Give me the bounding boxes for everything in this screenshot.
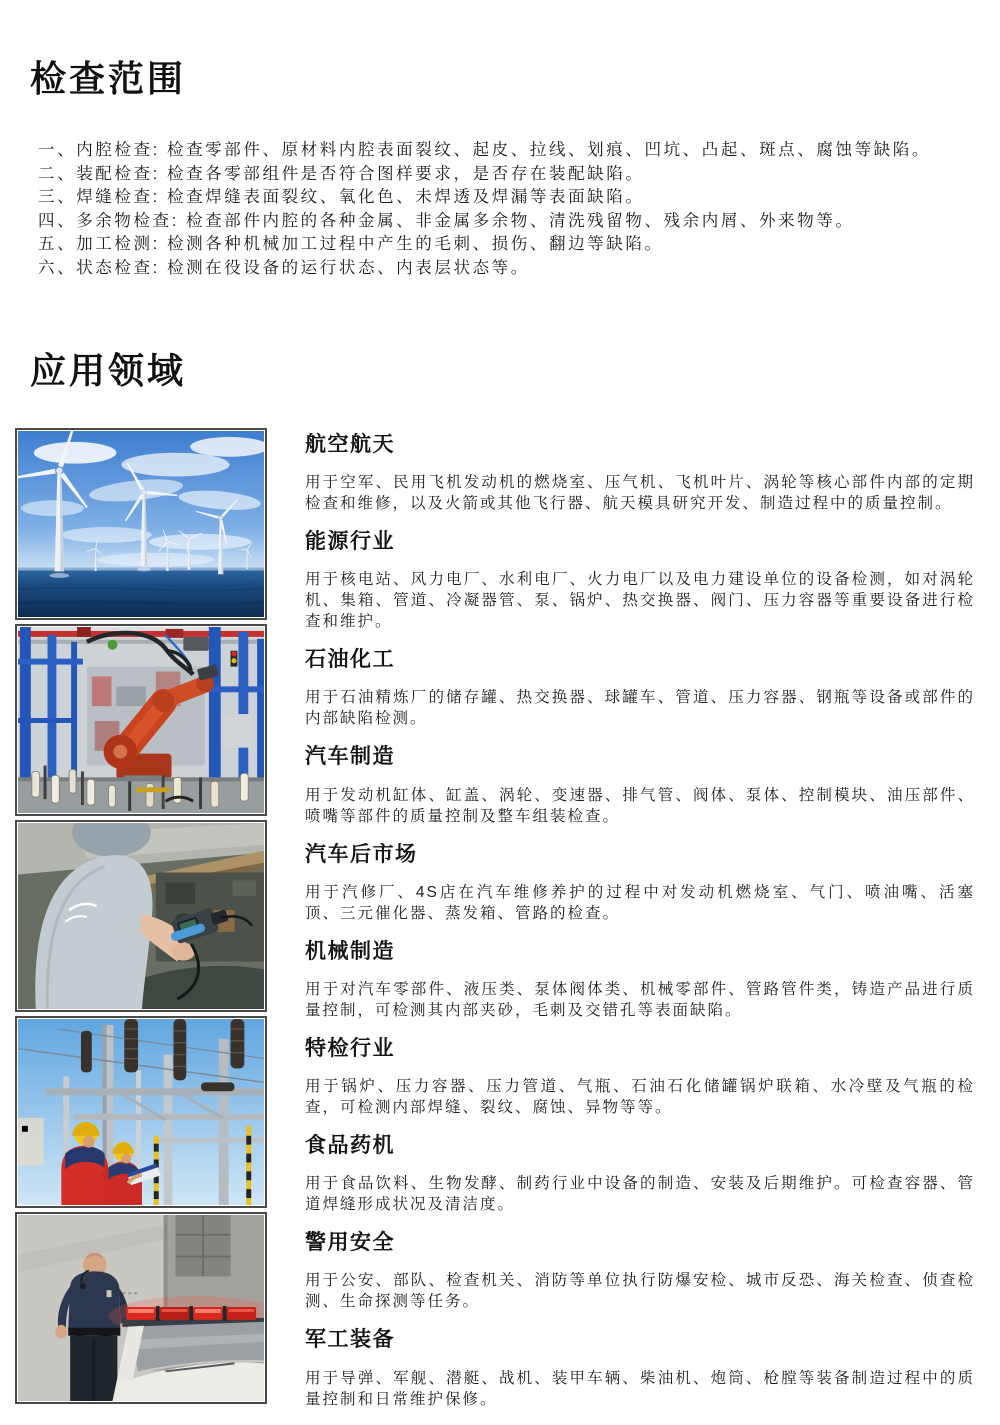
app-text: 用于食品饮料、生物发酵、制药行业中设备的制造、安装及后期维护。可检查容器、管道焊缝形成状况及清洁度。	[305, 1175, 975, 1214]
app-text: 用于汽修厂、4S店在汽车维修养护的过程中对发动机燃烧室、气门、喷油嘴、活塞顶、三元催化器、蒸发箱、管路的检查。	[305, 883, 975, 922]
app-text: 用于石油精炼厂的储存罐、热交换器、球罐车、管道、压力容器、钢瓶等设备或部件的内部缺陷检测。	[305, 689, 975, 728]
app-text: 用于核电站、风力电厂、水利电厂、火力电厂以及电力建设单位的设备检测，如对涡轮机、集箱、管道、冷凝器管、泵、锅炉、热交换器、阀门、压力容器等重要设备进行检查和维护。	[305, 571, 975, 631]
app-section-police-security	[305, 1230, 975, 1312]
substation-illustration	[18, 1019, 264, 1205]
app-section-auto-aftermarket	[305, 842, 975, 924]
app-heading: 警用安全	[305, 1231, 395, 1255]
robot-arm-illustration	[18, 627, 264, 813]
app-heading: 汽车后市场	[305, 842, 418, 866]
substation-workers-photo	[15, 1016, 267, 1208]
app-section-petrochemical	[305, 647, 975, 729]
app-heading: 航空航天	[305, 432, 395, 456]
police-officer-patrol-car-photo	[15, 1212, 267, 1404]
scope-item-5: 五、加工检测: 检测各种机械加工过程中产生的毛刺、损伤、翻边等缺陷。	[38, 235, 664, 254]
scope-item-4: 四、多余物检查: 检查部件内腔的各种金属、非金属多余物、清洗残留物、残余内屑、外来物等。	[38, 211, 855, 230]
inspection-scope-list	[38, 139, 975, 280]
app-heading: 石油化工	[305, 648, 395, 672]
offshore-wind-turbines-photo	[15, 428, 267, 620]
app-section-auto-manufacturing	[305, 744, 975, 826]
app-section-machinery	[305, 939, 975, 1021]
photo-column	[15, 428, 267, 1404]
police-illustration	[18, 1215, 264, 1401]
borescope-engine-inspection-photo	[15, 820, 267, 1012]
app-text: 用于空军、民用飞机发动机的燃烧室、压气机、飞机叶片、涡轮等核心部件内部的定期检查和维修，以及火箭或其他飞行器、航天模具研究开发、制造过程中的质量控制。	[305, 473, 975, 512]
application-fields-title: 应用领域	[30, 350, 187, 392]
borescope-inspection-illustration	[18, 823, 264, 1009]
app-heading: 食品药机	[305, 1134, 395, 1158]
app-section-food-pharma	[305, 1133, 975, 1215]
app-section-aerospace	[305, 432, 975, 514]
factory-robot-arm-photo	[15, 624, 267, 816]
inspection-scope-title: 检查范围	[30, 58, 187, 99]
scope-item-1: 一、内腔检查: 检查零部件、原材料内腔表面裂纹、起皮、拉线、划痕、凹坑、凸起、斑点、腐蚀等缺陷。	[38, 141, 931, 160]
scope-item-3: 三、焊缝检查: 检查焊缝表面裂纹、氧化色、未焊透及焊漏等表面缺陷。	[38, 188, 645, 207]
app-text: 用于对汽车零部件、液压类、泵体阀体类、机械零部件、管路管件类，铸造产品进行质量控制，可检测其内部夹砂，毛刺及交错孔等表面缺陷。	[305, 980, 975, 1019]
application-sections	[305, 428, 975, 1425]
app-heading: 能源行业	[305, 529, 395, 553]
app-text: 用于导弹、军舰、潜艇、战机、装甲车辆、柴油机、炮筒、枪膛等装备制造过程中的质量控制和日常维护保修。	[305, 1369, 975, 1408]
app-section-military	[305, 1327, 975, 1409]
app-heading: 汽车制造	[305, 745, 395, 769]
app-section-special-inspection	[305, 1036, 975, 1118]
app-text: 用于公安、部队、检查机关、消防等单位执行防爆安检、城市反恐、海关检查、侦查检测、生命探测等任务。	[305, 1272, 975, 1311]
app-heading: 军工装备	[305, 1328, 395, 1352]
app-text: 用于锅炉、压力容器、压力管道、气瓶、石油石化储罐锅炉联箱、水冷壁及气瓶的检查，可检测内部焊缝、裂纹、腐蚀、异物等等。	[305, 1078, 975, 1117]
app-text: 用于发动机缸体、缸盖、涡轮、变速器、排气管、阀体、泵体、控制模块、油压部件、喷嘴等部件的质量控制及整车组装检查。	[305, 786, 975, 825]
app-heading: 机械制造	[305, 939, 395, 963]
app-section-energy	[305, 529, 975, 632]
scope-item-2: 二、装配检查: 检查各零部组件是否符合图样要求，是否存在装配缺陷。	[38, 164, 645, 183]
app-heading: 特检行业	[305, 1036, 395, 1060]
application-fields-body	[0, 428, 1000, 1425]
scope-item-6: 六、状态检查: 检测在役设备的运行状态、内表层状态等。	[38, 258, 530, 277]
wind-turbines-illustration	[18, 431, 264, 617]
